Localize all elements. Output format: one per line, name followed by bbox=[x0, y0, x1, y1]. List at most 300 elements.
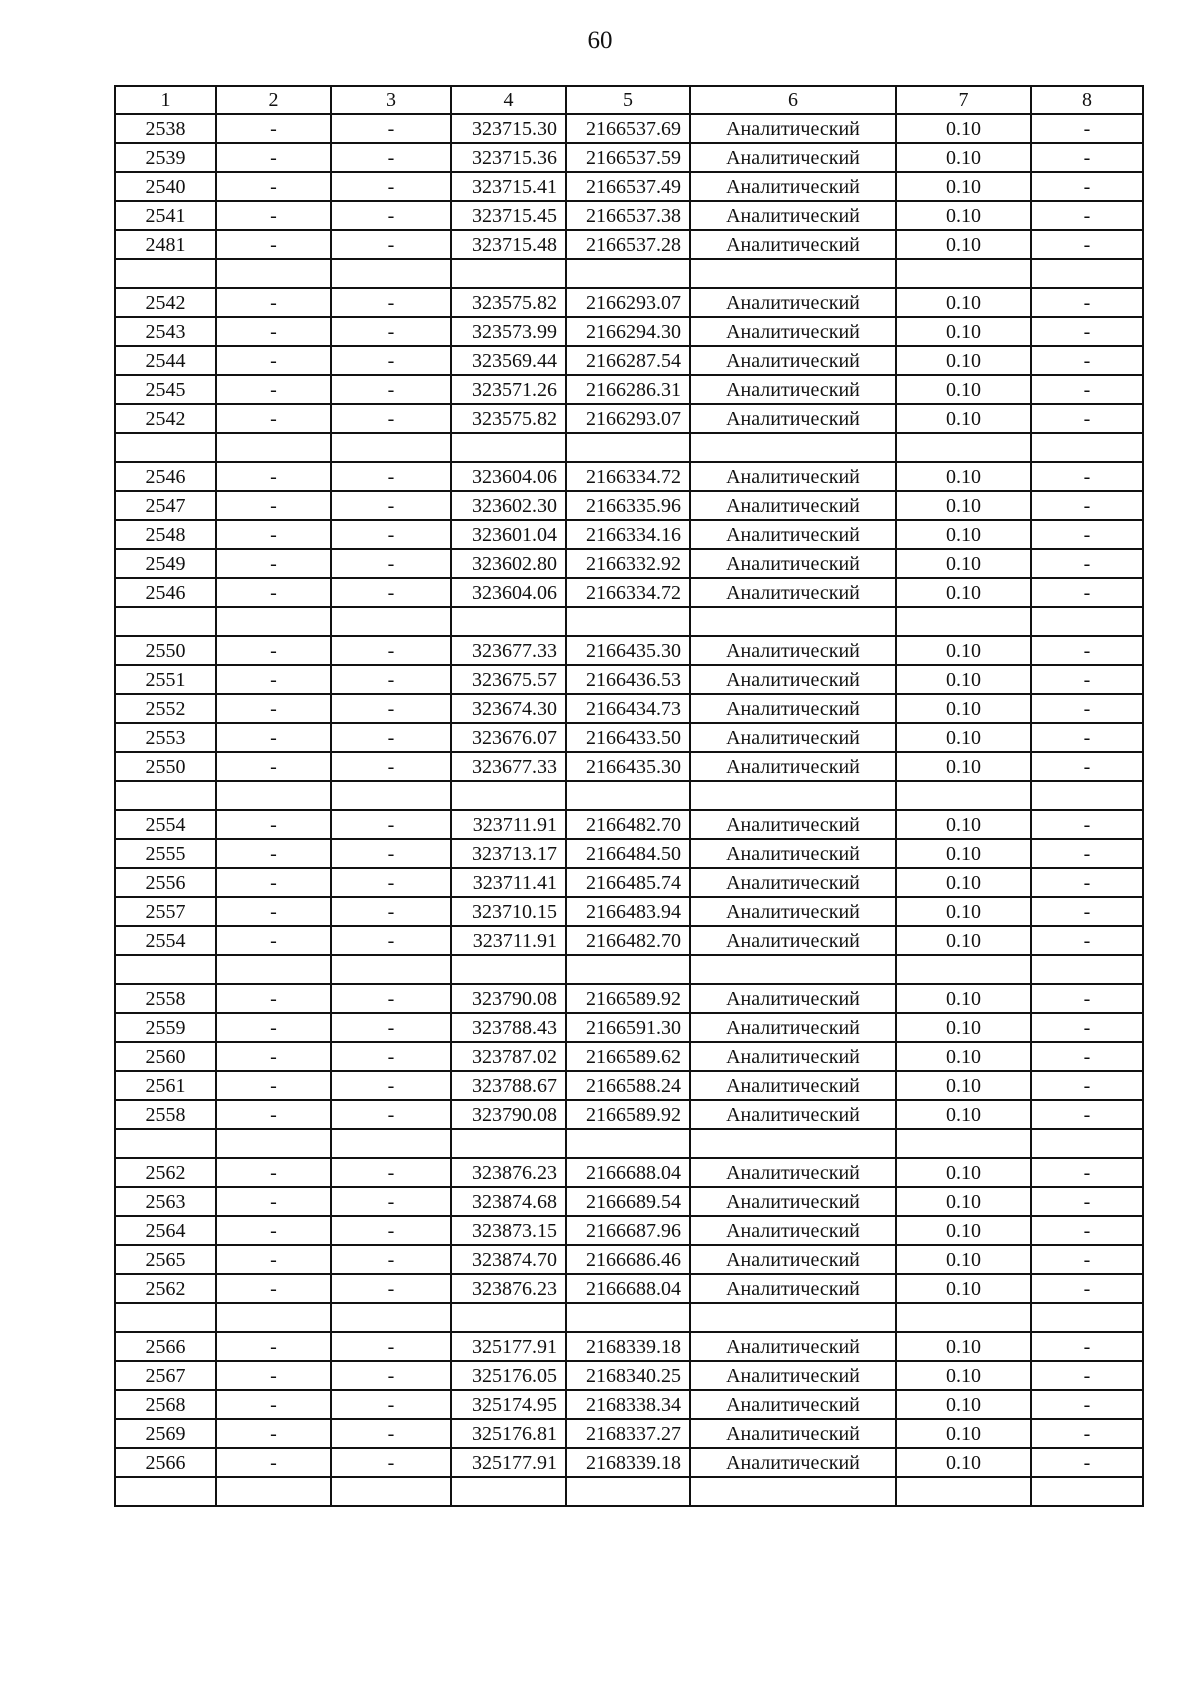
point-number-cell: 2555 bbox=[115, 839, 216, 868]
table-row bbox=[115, 1390, 1143, 1419]
column-2-cell: - bbox=[216, 1361, 331, 1390]
x-coordinate-cell: 325177.91 bbox=[451, 1448, 566, 1477]
column-2-cell: - bbox=[216, 636, 331, 665]
y-coordinate-cell: 2166294.30 bbox=[566, 317, 690, 346]
method-cell: Аналитический bbox=[690, 1216, 896, 1245]
y-coordinate-cell bbox=[566, 955, 690, 984]
column-8-cell: - bbox=[1031, 1361, 1143, 1390]
x-coordinate-cell: 323715.41 bbox=[451, 172, 566, 201]
point-number-cell: 2481 bbox=[115, 230, 216, 259]
separator-row bbox=[115, 259, 1143, 288]
separator-row bbox=[115, 1303, 1143, 1332]
table-row bbox=[115, 1361, 1143, 1390]
column-3-cell bbox=[331, 781, 451, 810]
accuracy-cell: 0.10 bbox=[896, 984, 1031, 1013]
accuracy-cell bbox=[896, 433, 1031, 462]
column-8-cell bbox=[1031, 781, 1143, 810]
accuracy-cell bbox=[896, 1477, 1031, 1506]
table-row bbox=[115, 839, 1143, 868]
column-8-cell: - bbox=[1031, 839, 1143, 868]
column-3-cell: - bbox=[331, 143, 451, 172]
column-2-cell: - bbox=[216, 491, 331, 520]
column-8-cell: - bbox=[1031, 694, 1143, 723]
accuracy-cell: 0.10 bbox=[896, 694, 1031, 723]
accuracy-cell: 0.10 bbox=[896, 665, 1031, 694]
column-3-cell: - bbox=[331, 1158, 451, 1187]
method-cell: Аналитический bbox=[690, 549, 896, 578]
point-number-cell: 2562 bbox=[115, 1274, 216, 1303]
column-3-cell: - bbox=[331, 520, 451, 549]
point-number-cell: 2565 bbox=[115, 1245, 216, 1274]
method-cell: Аналитический bbox=[690, 578, 896, 607]
column-3-cell: - bbox=[331, 665, 451, 694]
separator-row bbox=[115, 607, 1143, 636]
table-row bbox=[115, 404, 1143, 433]
column-8-cell: - bbox=[1031, 1071, 1143, 1100]
method-cell: Аналитический bbox=[690, 1245, 896, 1274]
method-cell: Аналитический bbox=[690, 1042, 896, 1071]
column-header: 1 bbox=[115, 86, 216, 114]
accuracy-cell: 0.10 bbox=[896, 1071, 1031, 1100]
column-2-cell: - bbox=[216, 1332, 331, 1361]
x-coordinate-cell: 323713.17 bbox=[451, 839, 566, 868]
y-coordinate-cell: 2166483.94 bbox=[566, 897, 690, 926]
y-coordinate-cell: 2166484.50 bbox=[566, 839, 690, 868]
column-3-cell: - bbox=[331, 462, 451, 491]
y-coordinate-cell: 2168339.18 bbox=[566, 1332, 690, 1361]
table-row bbox=[115, 288, 1143, 317]
table-row bbox=[115, 1013, 1143, 1042]
method-cell: Аналитический bbox=[690, 1013, 896, 1042]
column-2-cell bbox=[216, 955, 331, 984]
y-coordinate-cell: 2166686.46 bbox=[566, 1245, 690, 1274]
accuracy-cell: 0.10 bbox=[896, 1042, 1031, 1071]
table-row bbox=[115, 868, 1143, 897]
column-3-cell: - bbox=[331, 1332, 451, 1361]
x-coordinate-cell: 323873.15 bbox=[451, 1216, 566, 1245]
column-3-cell: - bbox=[331, 1071, 451, 1100]
accuracy-cell bbox=[896, 1129, 1031, 1158]
table-row bbox=[115, 578, 1143, 607]
accuracy-cell: 0.10 bbox=[896, 897, 1031, 926]
point-number-cell: 2549 bbox=[115, 549, 216, 578]
x-coordinate-cell: 323710.15 bbox=[451, 897, 566, 926]
column-3-cell: - bbox=[331, 1042, 451, 1071]
column-3-cell: - bbox=[331, 346, 451, 375]
column-8-cell: - bbox=[1031, 520, 1143, 549]
column-8-cell: - bbox=[1031, 1042, 1143, 1071]
accuracy-cell bbox=[896, 259, 1031, 288]
column-8-cell: - bbox=[1031, 810, 1143, 839]
x-coordinate-cell: 323790.08 bbox=[451, 1100, 566, 1129]
x-coordinate-cell: 323677.33 bbox=[451, 752, 566, 781]
column-3-cell: - bbox=[331, 375, 451, 404]
x-coordinate-cell: 323711.41 bbox=[451, 868, 566, 897]
column-3-cell: - bbox=[331, 897, 451, 926]
header-row bbox=[115, 86, 1143, 114]
column-3-cell bbox=[331, 955, 451, 984]
method-cell: Аналитический bbox=[690, 491, 896, 520]
accuracy-cell: 0.10 bbox=[896, 317, 1031, 346]
column-8-cell: - bbox=[1031, 1419, 1143, 1448]
point-number-cell: 2566 bbox=[115, 1332, 216, 1361]
x-coordinate-cell bbox=[451, 1303, 566, 1332]
column-header: 8 bbox=[1031, 86, 1143, 114]
x-coordinate-cell: 323876.23 bbox=[451, 1274, 566, 1303]
method-cell: Аналитический bbox=[690, 288, 896, 317]
method-cell: Аналитический bbox=[690, 404, 896, 433]
method-cell: Аналитический bbox=[690, 346, 896, 375]
table-row bbox=[115, 201, 1143, 230]
accuracy-cell: 0.10 bbox=[896, 1274, 1031, 1303]
method-cell: Аналитический bbox=[690, 1419, 896, 1448]
method-cell: Аналитический bbox=[690, 201, 896, 230]
accuracy-cell: 0.10 bbox=[896, 375, 1031, 404]
x-coordinate-cell: 323569.44 bbox=[451, 346, 566, 375]
x-coordinate-cell: 323711.91 bbox=[451, 810, 566, 839]
table-row bbox=[115, 346, 1143, 375]
point-number-cell bbox=[115, 955, 216, 984]
column-3-cell: - bbox=[331, 491, 451, 520]
table-row bbox=[115, 1245, 1143, 1274]
column-3-cell: - bbox=[331, 230, 451, 259]
x-coordinate-cell: 323876.23 bbox=[451, 1158, 566, 1187]
column-8-cell: - bbox=[1031, 201, 1143, 230]
column-8-cell: - bbox=[1031, 346, 1143, 375]
column-8-cell: - bbox=[1031, 317, 1143, 346]
table-row bbox=[115, 1216, 1143, 1245]
x-coordinate-cell: 323711.91 bbox=[451, 926, 566, 955]
table-row bbox=[115, 1419, 1143, 1448]
separator-row bbox=[115, 433, 1143, 462]
x-coordinate-cell: 323874.68 bbox=[451, 1187, 566, 1216]
table-row bbox=[115, 810, 1143, 839]
point-number-cell: 2560 bbox=[115, 1042, 216, 1071]
column-3-cell: - bbox=[331, 926, 451, 955]
y-coordinate-cell: 2166287.54 bbox=[566, 346, 690, 375]
separator-row bbox=[115, 1129, 1143, 1158]
x-coordinate-cell: 323602.80 bbox=[451, 549, 566, 578]
table-row bbox=[115, 1332, 1143, 1361]
column-3-cell: - bbox=[331, 694, 451, 723]
point-number-cell bbox=[115, 433, 216, 462]
column-2-cell: - bbox=[216, 723, 331, 752]
y-coordinate-cell: 2166433.50 bbox=[566, 723, 690, 752]
column-2-cell: - bbox=[216, 1013, 331, 1042]
column-8-cell bbox=[1031, 1477, 1143, 1506]
table-row bbox=[115, 694, 1143, 723]
method-cell bbox=[690, 1477, 896, 1506]
separator-row bbox=[115, 1477, 1143, 1506]
point-number-cell: 2554 bbox=[115, 810, 216, 839]
table-row bbox=[115, 665, 1143, 694]
y-coordinate-cell: 2166588.24 bbox=[566, 1071, 690, 1100]
point-number-cell: 2541 bbox=[115, 201, 216, 230]
table-row bbox=[115, 375, 1143, 404]
method-cell: Аналитический bbox=[690, 665, 896, 694]
point-number-cell: 2546 bbox=[115, 462, 216, 491]
method-cell: Аналитический bbox=[690, 230, 896, 259]
y-coordinate-cell: 2166591.30 bbox=[566, 1013, 690, 1042]
y-coordinate-cell: 2166589.92 bbox=[566, 984, 690, 1013]
table-row bbox=[115, 317, 1143, 346]
x-coordinate-cell: 323575.82 bbox=[451, 288, 566, 317]
method-cell bbox=[690, 259, 896, 288]
y-coordinate-cell: 2166537.28 bbox=[566, 230, 690, 259]
point-number-cell: 2559 bbox=[115, 1013, 216, 1042]
column-8-cell: - bbox=[1031, 549, 1143, 578]
y-coordinate-cell: 2166434.73 bbox=[566, 694, 690, 723]
column-2-cell: - bbox=[216, 665, 331, 694]
y-coordinate-cell: 2168339.18 bbox=[566, 1448, 690, 1477]
y-coordinate-cell bbox=[566, 433, 690, 462]
accuracy-cell bbox=[896, 607, 1031, 636]
column-3-cell: - bbox=[331, 1187, 451, 1216]
point-number-cell bbox=[115, 607, 216, 636]
method-cell: Аналитический bbox=[690, 1332, 896, 1361]
column-3-cell: - bbox=[331, 1245, 451, 1274]
method-cell: Аналитический bbox=[690, 839, 896, 868]
point-number-cell: 2542 bbox=[115, 288, 216, 317]
y-coordinate-cell: 2166589.62 bbox=[566, 1042, 690, 1071]
y-coordinate-cell bbox=[566, 607, 690, 636]
column-8-cell: - bbox=[1031, 665, 1143, 694]
column-8-cell: - bbox=[1031, 1100, 1143, 1129]
y-coordinate-cell: 2166688.04 bbox=[566, 1274, 690, 1303]
method-cell: Аналитический bbox=[690, 1071, 896, 1100]
accuracy-cell: 0.10 bbox=[896, 1158, 1031, 1187]
column-8-cell: - bbox=[1031, 114, 1143, 143]
point-number-cell: 2557 bbox=[115, 897, 216, 926]
column-8-cell bbox=[1031, 1303, 1143, 1332]
y-coordinate-cell: 2166688.04 bbox=[566, 1158, 690, 1187]
point-number-cell: 2562 bbox=[115, 1158, 216, 1187]
column-8-cell: - bbox=[1031, 172, 1143, 201]
point-number-cell bbox=[115, 1303, 216, 1332]
column-8-cell: - bbox=[1031, 897, 1143, 926]
method-cell: Аналитический bbox=[690, 375, 896, 404]
x-coordinate-cell: 323604.06 bbox=[451, 578, 566, 607]
point-number-cell: 2558 bbox=[115, 1100, 216, 1129]
y-coordinate-cell: 2166334.72 bbox=[566, 462, 690, 491]
method-cell: Аналитический bbox=[690, 1100, 896, 1129]
method-cell bbox=[690, 1129, 896, 1158]
column-8-cell bbox=[1031, 433, 1143, 462]
column-2-cell: - bbox=[216, 1187, 331, 1216]
table-row bbox=[115, 984, 1143, 1013]
column-header: 3 bbox=[331, 86, 451, 114]
column-8-cell: - bbox=[1031, 578, 1143, 607]
column-header: 6 bbox=[690, 86, 896, 114]
accuracy-cell: 0.10 bbox=[896, 1187, 1031, 1216]
column-2-cell: - bbox=[216, 1245, 331, 1274]
column-3-cell bbox=[331, 1477, 451, 1506]
column-2-cell: - bbox=[216, 375, 331, 404]
point-number-cell: 2550 bbox=[115, 752, 216, 781]
x-coordinate-cell: 325177.91 bbox=[451, 1332, 566, 1361]
accuracy-cell: 0.10 bbox=[896, 1245, 1031, 1274]
column-2-cell bbox=[216, 259, 331, 288]
point-number-cell: 2539 bbox=[115, 143, 216, 172]
column-3-cell: - bbox=[331, 1274, 451, 1303]
column-3-cell: - bbox=[331, 288, 451, 317]
accuracy-cell bbox=[896, 1303, 1031, 1332]
method-cell bbox=[690, 781, 896, 810]
column-2-cell: - bbox=[216, 839, 331, 868]
x-coordinate-cell bbox=[451, 955, 566, 984]
column-2-cell: - bbox=[216, 1390, 331, 1419]
column-2-cell: - bbox=[216, 143, 331, 172]
x-coordinate-cell: 323787.02 bbox=[451, 1042, 566, 1071]
column-3-cell: - bbox=[331, 636, 451, 665]
point-number-cell: 2556 bbox=[115, 868, 216, 897]
x-coordinate-cell: 323573.99 bbox=[451, 317, 566, 346]
column-8-cell: - bbox=[1031, 636, 1143, 665]
accuracy-cell: 0.10 bbox=[896, 1100, 1031, 1129]
y-coordinate-cell: 2166293.07 bbox=[566, 404, 690, 433]
column-2-cell: - bbox=[216, 346, 331, 375]
table-row bbox=[115, 1448, 1143, 1477]
column-3-cell bbox=[331, 1303, 451, 1332]
point-number-cell: 2540 bbox=[115, 172, 216, 201]
method-cell: Аналитический bbox=[690, 1361, 896, 1390]
column-2-cell: - bbox=[216, 114, 331, 143]
point-number-cell: 2561 bbox=[115, 1071, 216, 1100]
x-coordinate-cell: 323601.04 bbox=[451, 520, 566, 549]
column-8-cell: - bbox=[1031, 404, 1143, 433]
point-number-cell: 2566 bbox=[115, 1448, 216, 1477]
y-coordinate-cell: 2166537.38 bbox=[566, 201, 690, 230]
column-3-cell: - bbox=[331, 578, 451, 607]
column-2-cell: - bbox=[216, 926, 331, 955]
x-coordinate-cell bbox=[451, 1477, 566, 1506]
method-cell: Аналитический bbox=[690, 984, 896, 1013]
column-3-cell: - bbox=[331, 868, 451, 897]
point-number-cell: 2563 bbox=[115, 1187, 216, 1216]
column-8-cell: - bbox=[1031, 462, 1143, 491]
column-8-cell: - bbox=[1031, 1332, 1143, 1361]
accuracy-cell: 0.10 bbox=[896, 491, 1031, 520]
column-2-cell: - bbox=[216, 1071, 331, 1100]
column-8-cell: - bbox=[1031, 375, 1143, 404]
y-coordinate-cell: 2166537.59 bbox=[566, 143, 690, 172]
x-coordinate-cell: 323715.45 bbox=[451, 201, 566, 230]
x-coordinate-cell bbox=[451, 259, 566, 288]
x-coordinate-cell: 323575.82 bbox=[451, 404, 566, 433]
column-2-cell bbox=[216, 433, 331, 462]
x-coordinate-cell: 323604.06 bbox=[451, 462, 566, 491]
x-coordinate-cell: 325176.81 bbox=[451, 1419, 566, 1448]
accuracy-cell: 0.10 bbox=[896, 520, 1031, 549]
accuracy-cell: 0.10 bbox=[896, 230, 1031, 259]
x-coordinate-cell: 323788.43 bbox=[451, 1013, 566, 1042]
x-coordinate-cell: 323788.67 bbox=[451, 1071, 566, 1100]
column-8-cell bbox=[1031, 607, 1143, 636]
column-3-cell: - bbox=[331, 1390, 451, 1419]
accuracy-cell: 0.10 bbox=[896, 114, 1031, 143]
point-number-cell bbox=[115, 1129, 216, 1158]
column-2-cell bbox=[216, 781, 331, 810]
y-coordinate-cell: 2168338.34 bbox=[566, 1390, 690, 1419]
method-cell bbox=[690, 607, 896, 636]
x-coordinate-cell: 323571.26 bbox=[451, 375, 566, 404]
table-row bbox=[115, 926, 1143, 955]
method-cell: Аналитический bbox=[690, 114, 896, 143]
column-header: 7 bbox=[896, 86, 1031, 114]
column-8-cell: - bbox=[1031, 230, 1143, 259]
column-3-cell: - bbox=[331, 201, 451, 230]
table-row bbox=[115, 1071, 1143, 1100]
column-8-cell: - bbox=[1031, 1245, 1143, 1274]
y-coordinate-cell: 2166435.30 bbox=[566, 752, 690, 781]
table-row bbox=[115, 143, 1143, 172]
x-coordinate-cell: 323674.30 bbox=[451, 694, 566, 723]
x-coordinate-cell: 323676.07 bbox=[451, 723, 566, 752]
accuracy-cell: 0.10 bbox=[896, 201, 1031, 230]
table-row bbox=[115, 1100, 1143, 1129]
accuracy-cell: 0.10 bbox=[896, 172, 1031, 201]
column-8-cell: - bbox=[1031, 926, 1143, 955]
column-3-cell: - bbox=[331, 317, 451, 346]
column-header: 5 bbox=[566, 86, 690, 114]
column-8-cell: - bbox=[1031, 491, 1143, 520]
y-coordinate-cell: 2166485.74 bbox=[566, 868, 690, 897]
y-coordinate-cell: 2166589.92 bbox=[566, 1100, 690, 1129]
column-8-cell bbox=[1031, 955, 1143, 984]
table-row bbox=[115, 1187, 1143, 1216]
table-body bbox=[115, 86, 1143, 1506]
column-2-cell: - bbox=[216, 1158, 331, 1187]
column-2-cell: - bbox=[216, 1042, 331, 1071]
accuracy-cell: 0.10 bbox=[896, 404, 1031, 433]
point-number-cell: 2546 bbox=[115, 578, 216, 607]
column-8-cell: - bbox=[1031, 868, 1143, 897]
method-cell: Аналитический bbox=[690, 1187, 896, 1216]
y-coordinate-cell: 2166689.54 bbox=[566, 1187, 690, 1216]
column-2-cell: - bbox=[216, 230, 331, 259]
column-2-cell bbox=[216, 1303, 331, 1332]
table-row bbox=[115, 462, 1143, 491]
point-number-cell: 2569 bbox=[115, 1419, 216, 1448]
x-coordinate-cell bbox=[451, 1129, 566, 1158]
column-8-cell: - bbox=[1031, 1013, 1143, 1042]
method-cell: Аналитический bbox=[690, 1274, 896, 1303]
column-2-cell: - bbox=[216, 317, 331, 346]
column-2-cell: - bbox=[216, 404, 331, 433]
method-cell: Аналитический bbox=[690, 694, 896, 723]
column-3-cell: - bbox=[331, 1361, 451, 1390]
accuracy-cell: 0.10 bbox=[896, 1448, 1031, 1477]
column-2-cell: - bbox=[216, 1448, 331, 1477]
accuracy-cell bbox=[896, 781, 1031, 810]
method-cell bbox=[690, 955, 896, 984]
column-2-cell: - bbox=[216, 694, 331, 723]
y-coordinate-cell: 2166482.70 bbox=[566, 810, 690, 839]
column-8-cell: - bbox=[1031, 1274, 1143, 1303]
method-cell: Аналитический bbox=[690, 723, 896, 752]
x-coordinate-cell: 325174.95 bbox=[451, 1390, 566, 1419]
column-2-cell: - bbox=[216, 1274, 331, 1303]
method-cell: Аналитический bbox=[690, 520, 896, 549]
x-coordinate-cell: 323602.30 bbox=[451, 491, 566, 520]
column-3-cell: - bbox=[331, 1100, 451, 1129]
method-cell bbox=[690, 433, 896, 462]
accuracy-cell: 0.10 bbox=[896, 636, 1031, 665]
column-2-cell: - bbox=[216, 462, 331, 491]
column-8-cell: - bbox=[1031, 1448, 1143, 1477]
page-number: 60 bbox=[587, 27, 613, 54]
y-coordinate-cell bbox=[566, 1303, 690, 1332]
